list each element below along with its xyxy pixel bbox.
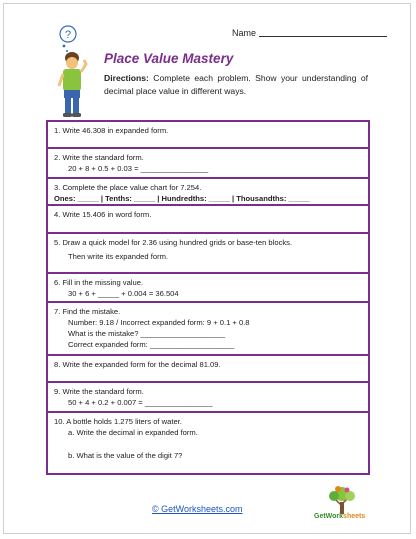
svg-text:?: ? bbox=[65, 29, 72, 41]
problem-line: 6. Fill in the missing value. bbox=[54, 278, 144, 287]
problem-line: 10. A bottle holds 1.275 liters of water. bbox=[54, 417, 182, 426]
problem-line: 30 + 6 + _____ + 0.004 = 36.504 bbox=[68, 289, 179, 298]
problems-box bbox=[46, 120, 370, 475]
problem-line: a. Write the decimal in expanded form. bbox=[68, 428, 198, 437]
name-line bbox=[232, 28, 387, 38]
problem-line: Correct expanded form: ____________________ bbox=[68, 340, 235, 349]
thinking-kid-illustration bbox=[48, 24, 96, 120]
problem-9 bbox=[48, 383, 368, 413]
problem-line: 50 + 4 + 0.2 + 0.007 = ________________ bbox=[68, 398, 213, 407]
directions bbox=[104, 72, 368, 98]
problem-line: Number: 9.18 / Incorrect expanded form: 9 + 0.1 + 0.8 bbox=[68, 318, 250, 327]
problem-line: 4. Write 15.406 in word form. bbox=[54, 210, 152, 219]
name-field[interactable] bbox=[259, 36, 387, 37]
problem-line: What is the mistake? ____________________ bbox=[68, 329, 226, 338]
logo-text bbox=[314, 513, 365, 520]
problem-1 bbox=[48, 122, 368, 149]
problem-line: 1. Write 46.308 in expanded form. bbox=[54, 126, 169, 135]
problem-line: 8. Write the expanded form for the decimal 81.09. bbox=[54, 360, 221, 369]
directions-text: Complete each problem. Show your understanding of decimal place value in different ways. bbox=[104, 73, 368, 96]
problem-line: 2. Write the standard form. bbox=[54, 153, 144, 162]
problem-line: 20 + 8 + 0.5 + 0.03 = ________________ bbox=[68, 164, 209, 173]
logo-get: Get bbox=[314, 513, 326, 520]
name-label: Name bbox=[232, 28, 257, 38]
problem-4 bbox=[48, 206, 368, 234]
logo-work: Work bbox=[325, 513, 344, 520]
problem-line: b. What is the value of the digit 7? bbox=[68, 451, 183, 460]
problem-5 bbox=[48, 234, 368, 274]
problem-line: 5. Draw a quick model for 2.36 using hundred grids or base-ten blocks. bbox=[54, 238, 293, 247]
directions-label: Directions: bbox=[104, 73, 149, 83]
place-value-chart: Ones: _____ | Tenths: _____ | Hundredths: _____ | Thousandths: _____ bbox=[54, 194, 310, 203]
logo-sheets: sheets bbox=[343, 513, 366, 520]
copyright-link[interactable]: © GetWorksheets.com bbox=[152, 504, 243, 514]
problem-line: 3. Complete the place value chart for 7.254. bbox=[54, 183, 202, 192]
problem-2 bbox=[48, 149, 368, 179]
problem-8 bbox=[48, 356, 368, 383]
problem-6 bbox=[48, 274, 368, 303]
problem-7 bbox=[48, 303, 368, 356]
problem-3 bbox=[48, 179, 368, 206]
problem-10 bbox=[48, 413, 368, 473]
problem-line: 9. Write the standard form. bbox=[54, 387, 144, 396]
page-title: Place Value Mastery bbox=[104, 51, 234, 66]
problem-line: 7. Find the mistake. bbox=[54, 307, 121, 316]
problem-line: Then write its expanded form. bbox=[68, 252, 169, 261]
